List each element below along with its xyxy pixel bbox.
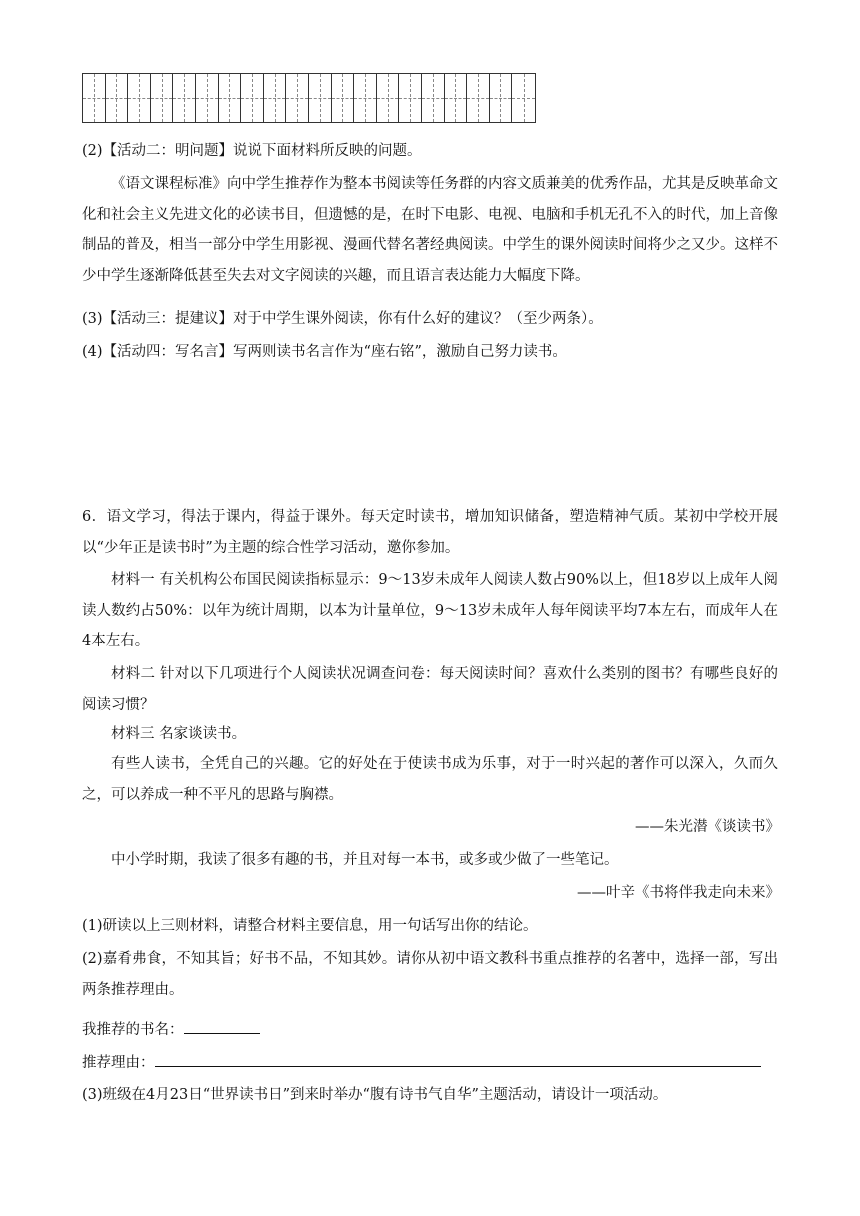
q5-sub2-label: (2)【活动二：明问题】说说下面材料所反映的问题。	[82, 143, 422, 159]
grid-cell[interactable]	[241, 74, 264, 122]
grid-cell[interactable]	[354, 74, 377, 122]
q6-sub3: (3)班级在4月23日“世界读书日”到来时举办“腹有诗书气自华”主题活动，请设计一项活动。	[82, 1087, 668, 1103]
q6-material3-title: 材料三 名家谈读书。	[111, 726, 247, 742]
q6-sub1: (1)研读以上三则材料，请整合材料主要信息，用一句话写出你的结论。	[82, 918, 538, 934]
grid-cell[interactable]	[467, 74, 490, 122]
grid-cell[interactable]	[219, 74, 242, 122]
q5-sub2-material: 《语文课程标准》向中学生推荐作为整本书阅读等任务群的内容文质兼美的优秀作品，尤其是反映革命文化和社会主义先进文化的必读书目，但遗憾的是，在时下电影、电视、电脑和手机无孔不入的时代，加上音像制品的普及，相当一部分中学生用影视、漫画代替名著经典阅读。中学生的课外阅读时间将少之又少。这样不少中学生逐渐降低甚至失去对文字阅读的兴趣，而且语言表达能力大幅度下降。	[82, 176, 778, 284]
grid-cell[interactable]	[512, 74, 535, 122]
grid-cell[interactable]	[309, 74, 332, 122]
grid-cell[interactable]	[264, 74, 287, 122]
grid-cell[interactable]	[332, 74, 355, 122]
q6-quote1: 有些人读书，全凭自己的兴趣。它的好处在于使读书成为乐事，对于一时兴起的著作可以深入，久而久之，可以养成一种不平凡的思路与胸襟。	[82, 756, 778, 803]
q6-intro: 6．语文学习，得法于课内，得益于课外。每天定时读书，增加知识储备，塑造精神气质。某初中学校开展以“少年正是读书时”为主题的综合性学习活动，邀你参加。	[82, 509, 778, 556]
grid-cell[interactable]	[422, 74, 445, 122]
writing-grid	[82, 73, 536, 123]
q6-quote2: 中小学时期，我读了很多有趣的书，并且对每一本书，或多或少做了一些笔记。	[111, 852, 619, 868]
q6-material2: 材料二 针对以下几项进行个人阅读状况调查问卷：每天阅读时间？喜欢什么类别的图书？有哪些良好的阅读习惯？	[82, 666, 778, 713]
q6-book-label: 我推荐的书名：	[82, 1022, 184, 1038]
grid-cell[interactable]	[173, 74, 196, 122]
grid-cell[interactable]	[490, 74, 513, 122]
grid-cell[interactable]	[445, 74, 468, 122]
reason-answer-blank[interactable]	[155, 1052, 761, 1067]
book-answer-blank[interactable]	[184, 1019, 260, 1034]
q6-sub2: (2)嘉肴弗食，不知其旨；好书不品，不知其妙。请你从初中语文教科书重点推荐的名著中，选择一部，写出两条推荐理由。	[82, 951, 778, 998]
q6-book-line	[82, 1019, 782, 1040]
grid-cell[interactable]	[377, 74, 400, 122]
grid-cell[interactable]	[286, 74, 309, 122]
grid-cell[interactable]	[399, 74, 422, 122]
grid-cell[interactable]	[128, 74, 151, 122]
grid-cell[interactable]	[151, 74, 174, 122]
q6-reason-label: 推荐理由：	[82, 1055, 155, 1071]
grid-cell[interactable]	[83, 74, 106, 122]
grid-cell[interactable]	[106, 74, 129, 122]
grid-cell[interactable]	[196, 74, 219, 122]
q5-sub4: (4)【活动四：写名言】写两则读书名言作为“座右铭”，激励自己努力读书。	[82, 344, 567, 360]
q6-reason-line	[82, 1052, 782, 1073]
q5-sub3: (3)【活动三：提建议】对于中学生课外阅读，你有什么好的建议？（至少两条）。	[82, 311, 603, 327]
q6-quote2-source: ——叶辛《书将伴我走向未来》	[577, 885, 780, 901]
q6-quote1-source: ——朱光潜《谈读书》	[635, 819, 780, 835]
q6-material1: 材料一 有关机构公布国民阅读指标显示：9～13岁未成年人阅读人数占90%以上，但18岁以上成年人阅读人数约占50%：以年为统计周期，以本为计量单位，9～13岁未成年人每年阅读平均7本左右，而成年人在4本左右。	[82, 572, 778, 649]
